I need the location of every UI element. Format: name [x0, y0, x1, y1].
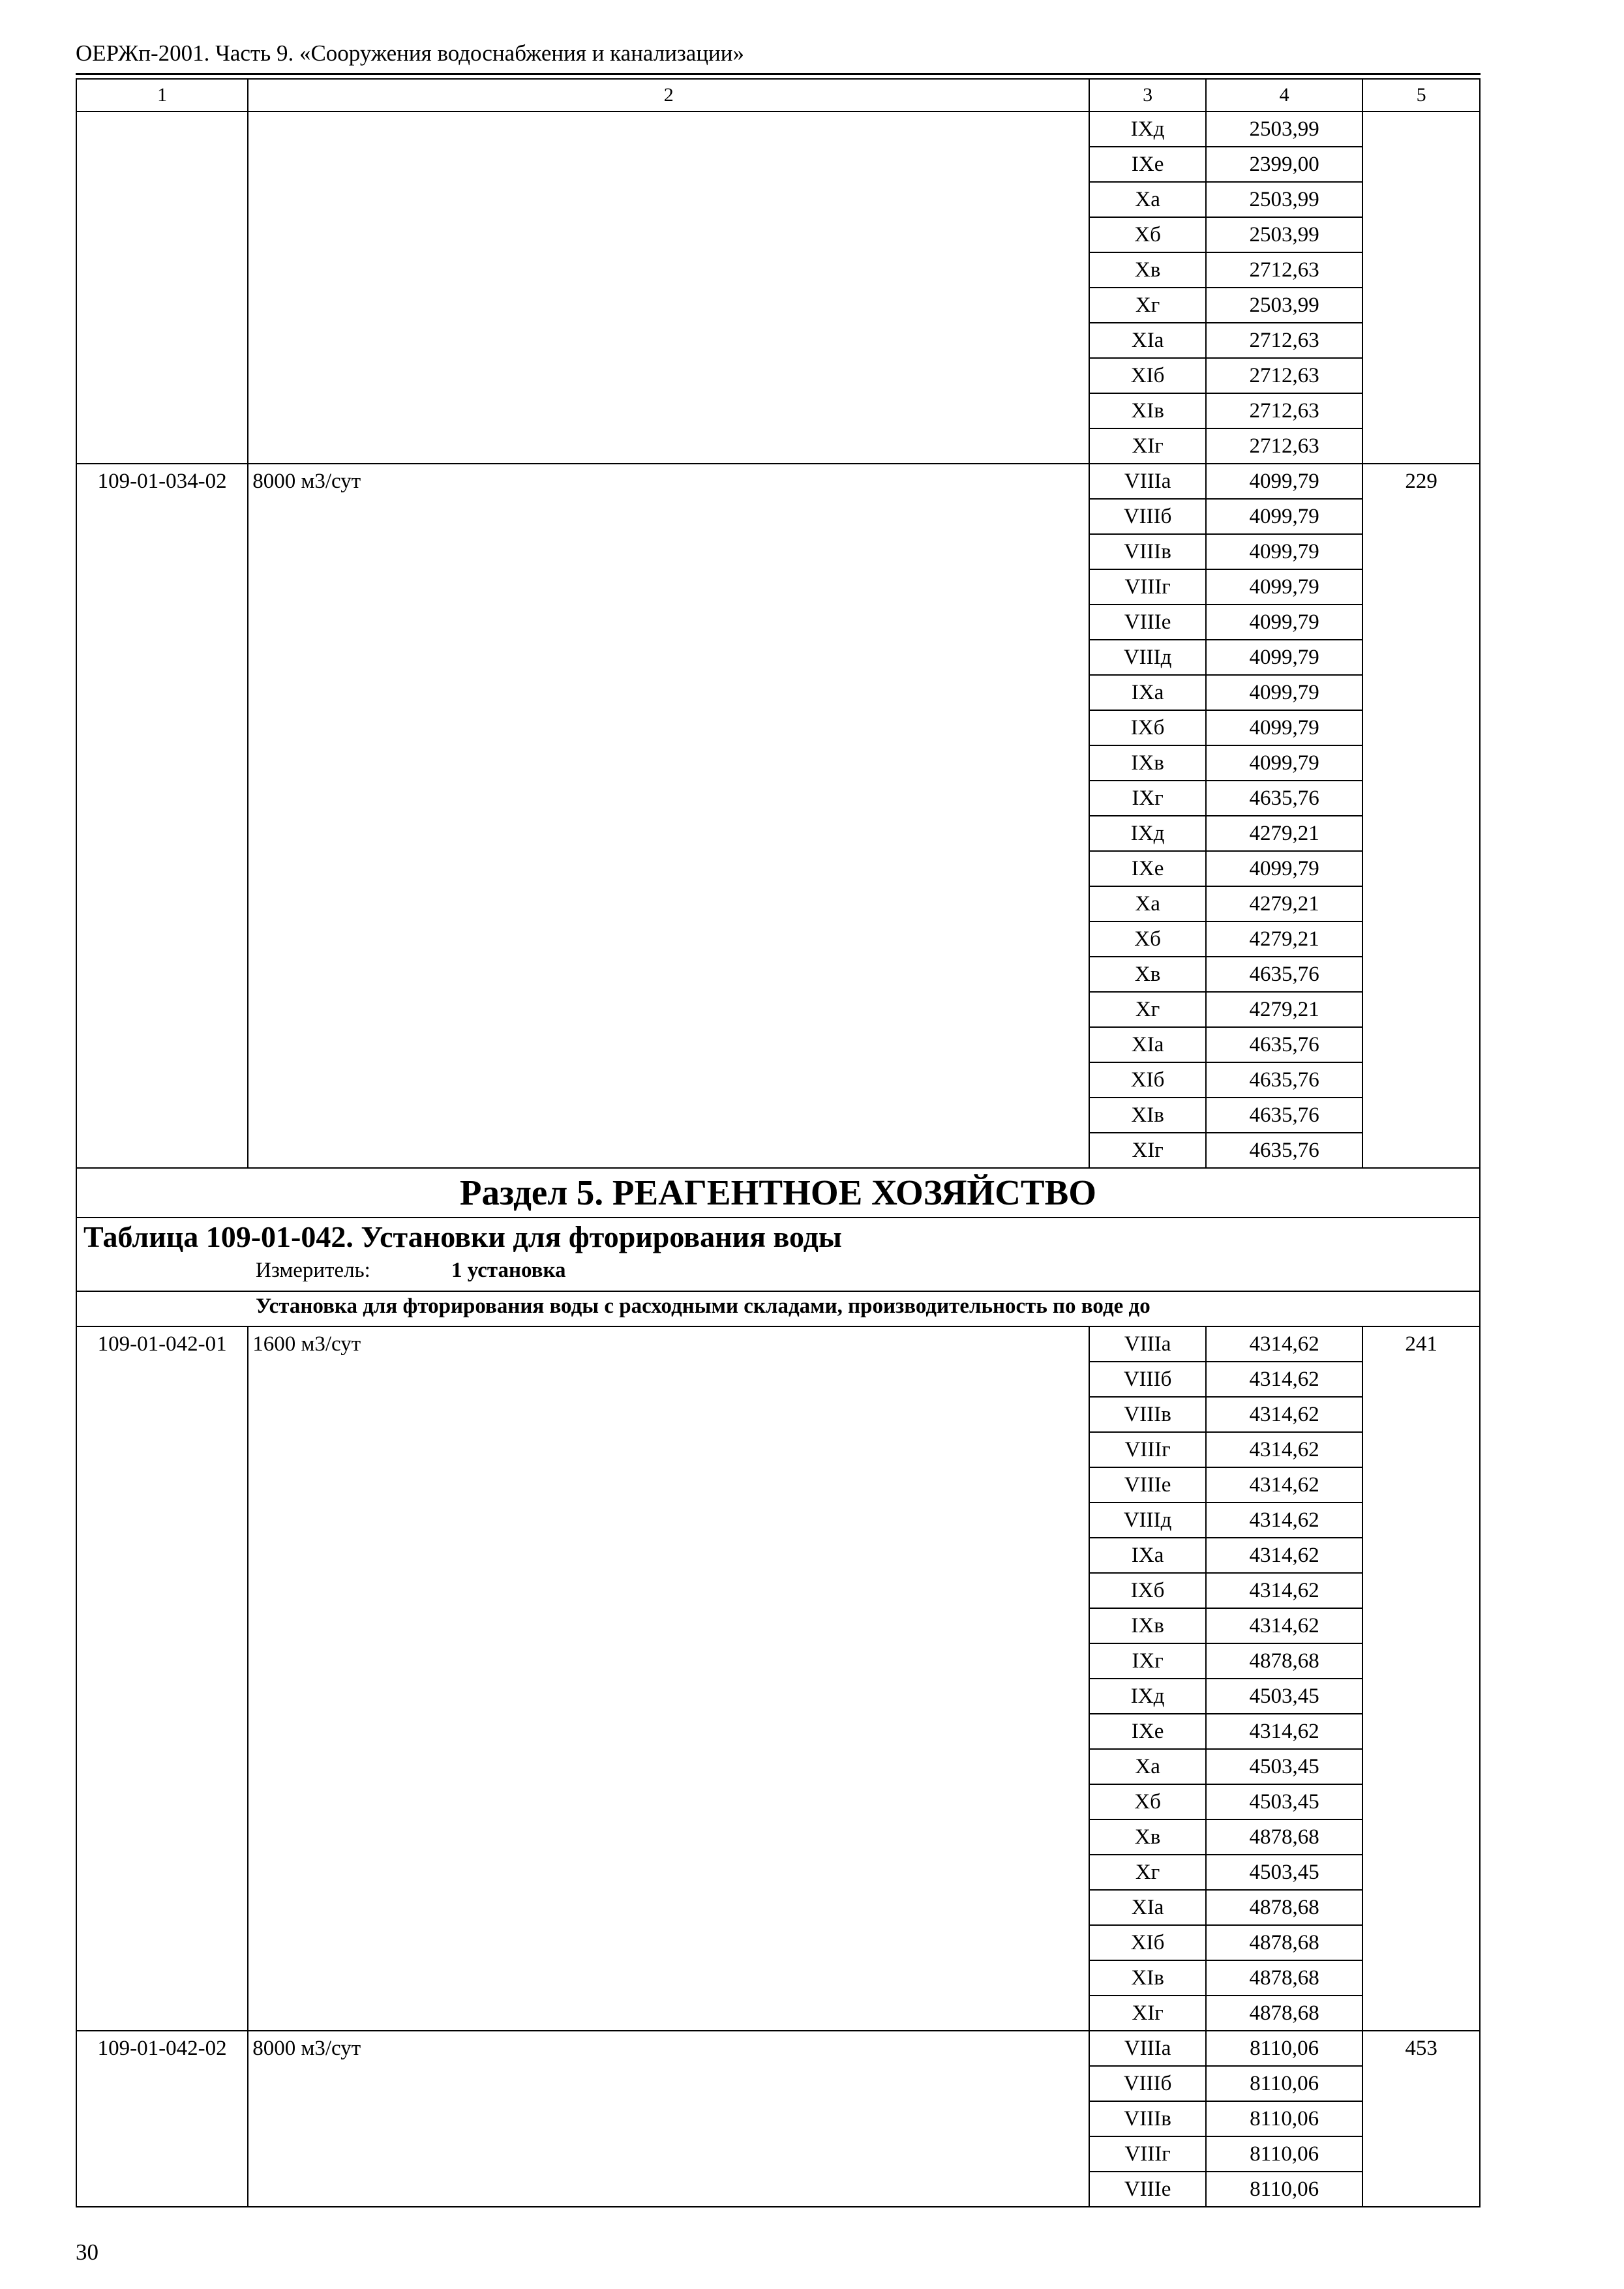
zone-cell: Xб	[1089, 921, 1206, 957]
column-number: 5	[1362, 79, 1480, 112]
price-cell: 4503,45	[1206, 1855, 1362, 1890]
column-number: 3	[1089, 79, 1206, 112]
table-title-row	[76, 1218, 1480, 1256]
price-cell: 4279,21	[1206, 886, 1362, 921]
zone-cell: IXг	[1089, 781, 1206, 816]
price-cell: 2399,00	[1206, 147, 1362, 182]
subheading-text: Установка для фторирования воды с расходными складами, производительность по воде до	[256, 1294, 1150, 1318]
zone-cell: IXе	[1089, 147, 1206, 182]
price-cell: 8110,06	[1206, 2172, 1362, 2207]
measure-label: Измеритель:	[256, 1259, 370, 1282]
price-cell: 4635,76	[1206, 1098, 1362, 1133]
zone-cell: Xа	[1089, 182, 1206, 217]
zone-cell: VIIIа	[1089, 464, 1206, 499]
price-cell: 4099,79	[1206, 675, 1362, 710]
zone-cell: XIб	[1089, 358, 1206, 393]
zone-cell: VIIIб	[1089, 2066, 1206, 2101]
price-cell: 4099,79	[1206, 605, 1362, 640]
zone-cell: Xв	[1089, 252, 1206, 288]
zone-cell: IXб	[1089, 1573, 1206, 1608]
zone-cell: VIIIв	[1089, 534, 1206, 569]
zone-cell: VIIIе	[1089, 2172, 1206, 2207]
zone-cell: XIг	[1089, 428, 1206, 464]
price-cell: 4314,62	[1206, 1467, 1362, 1503]
zone-cell: IXе	[1089, 851, 1206, 886]
price-cell: 4279,21	[1206, 816, 1362, 851]
price-cell: 4314,62	[1206, 1432, 1362, 1467]
zone-cell: XIг	[1089, 1996, 1206, 2031]
col5-cell-continued	[1362, 112, 1480, 464]
zone-cell: IXд	[1089, 1679, 1206, 1714]
zone-cell: IXд	[1089, 112, 1206, 147]
price-cell: 4314,62	[1206, 1397, 1362, 1432]
price-cell: 4314,62	[1206, 1503, 1362, 1538]
price-cell: 4635,76	[1206, 1133, 1362, 1168]
page-header: ОЕРЖп-2001. Часть 9. «Сооружения водоснабжения и канализации»	[76, 40, 745, 66]
price-cell: 4099,79	[1206, 640, 1362, 675]
price-cell: 4878,68	[1206, 1819, 1362, 1855]
price-cell: 4314,62	[1206, 1573, 1362, 1608]
price-cell: 4635,76	[1206, 1062, 1362, 1098]
price-cell: 4503,45	[1206, 1749, 1362, 1784]
table-row	[76, 464, 1480, 499]
zone-cell: VIIIв	[1089, 2101, 1206, 2136]
price-cell: 4878,68	[1206, 1960, 1362, 1996]
price-cell: 8110,06	[1206, 2066, 1362, 2101]
table-row	[76, 112, 1480, 147]
col5-cell: 241	[1362, 1326, 1480, 2031]
price-table-body	[76, 79, 1480, 2207]
price-cell: 4314,62	[1206, 1362, 1362, 1397]
zone-cell: IXа	[1089, 1538, 1206, 1573]
name-cell: 8000 м3/сут	[248, 2031, 1089, 2207]
zone-cell: VIIIа	[1089, 1326, 1206, 1362]
code-cell: 109-01-034-02	[76, 464, 248, 1168]
zone-cell: Xб	[1089, 1784, 1206, 1819]
price-cell: 4635,76	[1206, 781, 1362, 816]
price-cell: 4635,76	[1206, 957, 1362, 992]
name-cell: 1600 м3/сут	[248, 1326, 1089, 2031]
zone-cell: Xа	[1089, 886, 1206, 921]
price-cell: 4099,79	[1206, 710, 1362, 745]
price-cell: 2712,63	[1206, 323, 1362, 358]
price-cell: 8110,06	[1206, 2136, 1362, 2172]
zone-cell: IXа	[1089, 675, 1206, 710]
price-cell: 4878,68	[1206, 1890, 1362, 1925]
price-cell: 2503,99	[1206, 217, 1362, 252]
page-number: 30	[76, 2239, 98, 2265]
zone-cell: VIIIа	[1089, 2031, 1206, 2066]
column-number: 1	[76, 79, 248, 112]
section-title: Раздел 5. РЕАГЕНТНОЕ ХОЗЯЙСТВО	[76, 1168, 1480, 1218]
price-cell: 4099,79	[1206, 745, 1362, 781]
section-row	[76, 1168, 1480, 1218]
name-cell: 8000 м3/сут	[248, 464, 1089, 1168]
price-cell: 4878,68	[1206, 1996, 1362, 2031]
zone-cell: Xг	[1089, 288, 1206, 323]
price-cell: 4314,62	[1206, 1538, 1362, 1573]
price-cell: 4878,68	[1206, 1643, 1362, 1679]
zone-cell: IXв	[1089, 745, 1206, 781]
price-cell: 8110,06	[1206, 2101, 1362, 2136]
zone-cell: VIIIг	[1089, 569, 1206, 605]
price-cell: 2503,99	[1206, 112, 1362, 147]
column-number: 2	[248, 79, 1089, 112]
price-cell: 4314,62	[1206, 1714, 1362, 1749]
price-cell: 4099,79	[1206, 534, 1362, 569]
price-cell: 4635,76	[1206, 1027, 1362, 1062]
price-cell: 2712,63	[1206, 428, 1362, 464]
zone-cell: XIв	[1089, 1098, 1206, 1133]
price-table	[76, 78, 1481, 2207]
zone-cell: VIIIд	[1089, 640, 1206, 675]
price-cell: 8110,06	[1206, 2031, 1362, 2066]
zone-cell: VIIIб	[1089, 1362, 1206, 1397]
zone-cell: VIIIв	[1089, 1397, 1206, 1432]
zone-cell: XIв	[1089, 393, 1206, 428]
zone-cell: Xа	[1089, 1749, 1206, 1784]
zone-cell: Xв	[1089, 957, 1206, 992]
zone-cell: VIIIе	[1089, 605, 1206, 640]
price-cell: 2503,99	[1206, 288, 1362, 323]
price-cell: 4503,45	[1206, 1784, 1362, 1819]
zone-cell: VIIIг	[1089, 1432, 1206, 1467]
header-rule	[76, 73, 1481, 75]
price-cell: 2712,63	[1206, 358, 1362, 393]
zone-cell: XIа	[1089, 1027, 1206, 1062]
table-title: Таблица 109-01-042. Установки для фторирования воды	[76, 1218, 1480, 1256]
price-cell: 4099,79	[1206, 569, 1362, 605]
subheading-row	[76, 1291, 1480, 1326]
measure-value: 1 установка	[451, 1259, 566, 1282]
zone-cell: XIб	[1089, 1925, 1206, 1960]
code-cell: 109-01-042-01	[76, 1326, 248, 2031]
zone-cell: XIа	[1089, 1890, 1206, 1925]
price-cell: 4279,21	[1206, 921, 1362, 957]
zone-cell: Xв	[1089, 1819, 1206, 1855]
price-cell: 2712,63	[1206, 252, 1362, 288]
zone-cell: IXв	[1089, 1608, 1206, 1643]
price-cell: 4878,68	[1206, 1925, 1362, 1960]
zone-cell: VIIIе	[1089, 1467, 1206, 1503]
subheading-cell	[76, 1291, 1480, 1326]
price-cell: 2503,99	[1206, 182, 1362, 217]
price-cell: 4099,79	[1206, 851, 1362, 886]
zone-cell: IXб	[1089, 710, 1206, 745]
name-cell-continued	[248, 112, 1089, 464]
zone-cell: VIIIб	[1089, 499, 1206, 534]
zone-cell: IXг	[1089, 1643, 1206, 1679]
zone-cell: VIIIд	[1089, 1503, 1206, 1538]
column-numbers-row	[76, 79, 1480, 112]
zone-cell: Xб	[1089, 217, 1206, 252]
zone-cell: IXе	[1089, 1714, 1206, 1749]
zone-cell: VIIIг	[1089, 2136, 1206, 2172]
measure-row	[76, 1256, 1480, 1291]
zone-cell: IXд	[1089, 816, 1206, 851]
zone-cell: Xг	[1089, 1855, 1206, 1890]
price-cell: 4099,79	[1206, 464, 1362, 499]
zone-cell: Xг	[1089, 992, 1206, 1027]
zone-cell: XIв	[1089, 1960, 1206, 1996]
price-cell: 2712,63	[1206, 393, 1362, 428]
column-number: 4	[1206, 79, 1362, 112]
measure-cell	[76, 1256, 1480, 1291]
code-cell: 109-01-042-02	[76, 2031, 248, 2207]
price-cell: 4314,62	[1206, 1326, 1362, 1362]
price-cell: 4314,62	[1206, 1608, 1362, 1643]
zone-cell: XIг	[1089, 1133, 1206, 1168]
zone-cell: XIб	[1089, 1062, 1206, 1098]
zone-cell: XIа	[1089, 323, 1206, 358]
table-row	[76, 1326, 1480, 1362]
table-row	[76, 2031, 1480, 2066]
price-cell: 4099,79	[1206, 499, 1362, 534]
price-cell: 4279,21	[1206, 992, 1362, 1027]
col5-cell: 229	[1362, 464, 1480, 1168]
price-cell: 4503,45	[1206, 1679, 1362, 1714]
col5-cell: 453	[1362, 2031, 1480, 2207]
code-cell-continued	[76, 112, 248, 464]
